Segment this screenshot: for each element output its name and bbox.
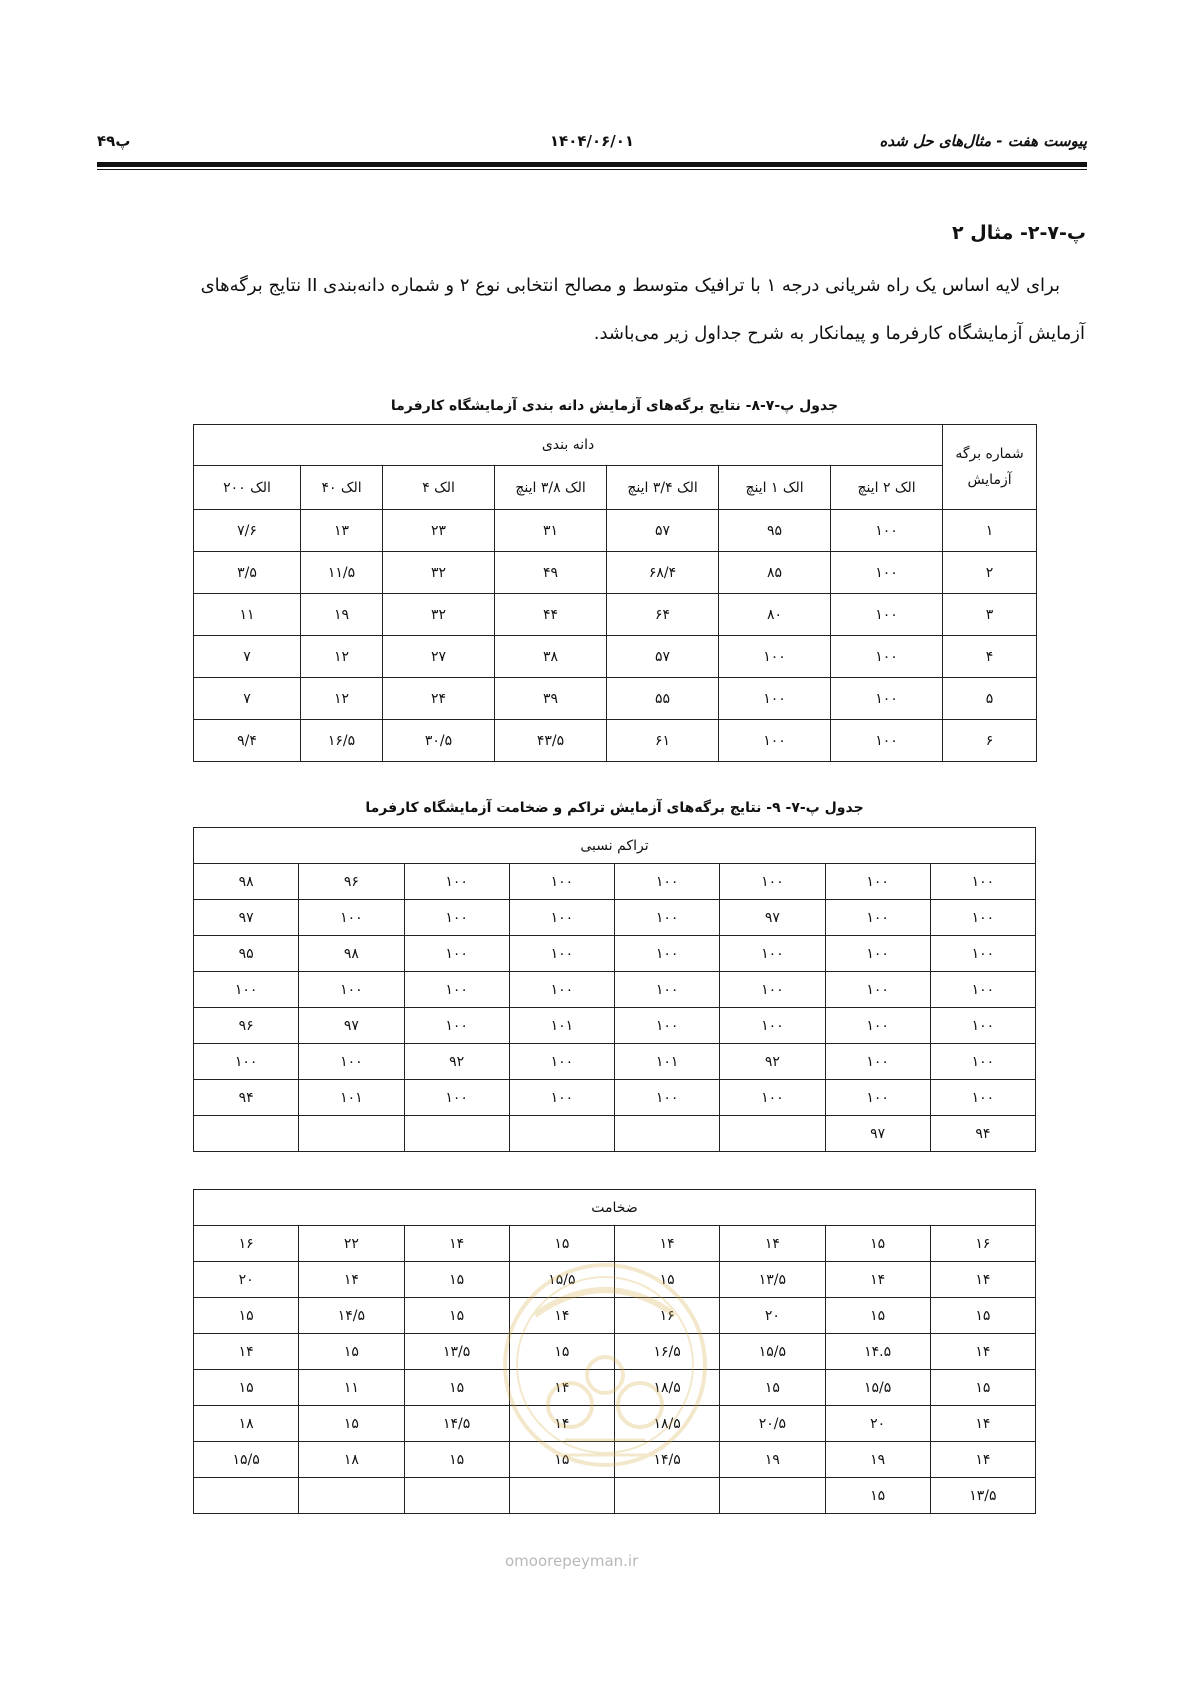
- table-row: [194, 972, 1036, 1008]
- table-cell: ۱۰۰: [720, 864, 825, 900]
- table-cell: ۱۰۰: [194, 1044, 299, 1080]
- table-row: [194, 552, 1037, 594]
- table-cell: ۱۰۰: [930, 936, 1035, 972]
- table-cell: ۱۵/۵: [720, 1334, 825, 1370]
- table-cell: ۱۵: [509, 1334, 614, 1370]
- table-cell: ۱۰۰: [930, 972, 1035, 1008]
- table-row: [194, 510, 1037, 552]
- table-cell: ۵۷: [607, 636, 719, 678]
- table-cell: ۲۰: [825, 1406, 930, 1442]
- column-header: الک ۴۰: [301, 466, 383, 510]
- table-cell: ۱۴: [930, 1442, 1035, 1478]
- table-cell: ۱۰۰: [831, 720, 943, 762]
- table-cell: ۴۹: [495, 552, 607, 594]
- watermark-site: omoorepeyman.ir: [505, 1552, 639, 1570]
- table-cell: ۱۹: [301, 594, 383, 636]
- table-cell: ۱۵/۵: [825, 1370, 930, 1406]
- table-cell: ۵۵: [607, 678, 719, 720]
- header-page-number: پ۴۹: [97, 132, 131, 150]
- table-cell: ۱۰۰: [299, 1044, 404, 1080]
- table-cell: ۱۰۰: [615, 864, 720, 900]
- table-cell: ۶: [943, 720, 1037, 762]
- table-cell: ۱۰۰: [509, 864, 614, 900]
- table-cell: ۱۰۰: [930, 1008, 1035, 1044]
- table-cell: ۴۳/۵: [495, 720, 607, 762]
- table-cell: ۹۷: [194, 900, 299, 936]
- table-cell: ۱۰۰: [299, 972, 404, 1008]
- column-header: الک ۳/۸ اینچ: [495, 466, 607, 510]
- table-cell: ۱۰۰: [194, 972, 299, 1008]
- table-cell: ۱۰۰: [404, 936, 509, 972]
- table-cell: ۱۹: [720, 1442, 825, 1478]
- table-cell: ۱۶/۵: [615, 1334, 720, 1370]
- table-cell: ۱۵: [825, 1298, 930, 1334]
- thickness-header: ضخامت: [194, 1190, 1036, 1226]
- table-cell: ۱۰۰: [719, 636, 831, 678]
- table-cell: ۱۳/۵: [404, 1334, 509, 1370]
- table-cell: ۱۴: [930, 1262, 1035, 1298]
- page-header: [97, 132, 1087, 156]
- table-cell: ۱۵/۵: [194, 1442, 299, 1478]
- table-cell: ۱۰۰: [509, 1044, 614, 1080]
- table-cell: ۲۰: [194, 1262, 299, 1298]
- table-cell: ۱۰۰: [825, 936, 930, 972]
- table-cell: ۱۰۰: [825, 1080, 930, 1116]
- table-cell: ۱۴/۵: [615, 1442, 720, 1478]
- table-cell: ۹۸: [194, 864, 299, 900]
- table-cell: ۱۲: [301, 678, 383, 720]
- table-cell: ۳۹: [495, 678, 607, 720]
- table-cell: ۲۲: [299, 1226, 404, 1262]
- table-cell: ۱۴: [509, 1406, 614, 1442]
- table-cell: ۱: [943, 510, 1037, 552]
- table-cell: ۱۰۰: [615, 1008, 720, 1044]
- table-cell: ۱۰۱: [509, 1008, 614, 1044]
- table-cell: ۱۴: [930, 1406, 1035, 1442]
- table-cell: ۹۶: [194, 1008, 299, 1044]
- table-cell: ۹۷: [720, 900, 825, 936]
- table-cell: ۱۰۰: [930, 1044, 1035, 1080]
- table-cell: ۶۸/۴: [607, 552, 719, 594]
- table-cell: ۱۵: [404, 1298, 509, 1334]
- table-cell: ۱۶: [930, 1226, 1035, 1262]
- table-cell: ۹۷: [825, 1116, 930, 1152]
- table-cell: ۱۵/۵: [509, 1262, 614, 1298]
- sheet-header-line-1: شماره برگه: [955, 446, 1024, 462]
- table-cell: ۱۸: [299, 1442, 404, 1478]
- table-cell: ۹۲: [404, 1044, 509, 1080]
- table-cell: ۹۵: [719, 510, 831, 552]
- table-cell: ۱۰۱: [615, 1044, 720, 1080]
- compaction-table: [193, 827, 1036, 1152]
- table-row: [194, 678, 1037, 720]
- table-row: [194, 936, 1036, 972]
- table-cell: ۱۰۰: [825, 1008, 930, 1044]
- table-cell: ۹۴: [930, 1116, 1035, 1152]
- table-cell: ۳۸: [495, 636, 607, 678]
- table-cell: [299, 1478, 404, 1514]
- table-cell: ۳/۵: [194, 552, 301, 594]
- table-cell: ۱۰۰: [509, 972, 614, 1008]
- table-cell: ۱۰۰: [825, 864, 930, 900]
- table-row: [194, 1116, 1036, 1152]
- table-row: [194, 1080, 1036, 1116]
- table-cell: ۱۰۰: [404, 1008, 509, 1044]
- table-cell: ۱۰۰: [404, 972, 509, 1008]
- table-cell: ۱۴: [825, 1262, 930, 1298]
- table-cell: ۱۰۰: [509, 936, 614, 972]
- table-row: [194, 900, 1036, 936]
- column-header: الک ۲۰۰: [194, 466, 301, 510]
- intro-paragraph: [140, 262, 1085, 358]
- table-row: [194, 864, 1036, 900]
- table-cell: ۹۵: [194, 936, 299, 972]
- table-row: [194, 1008, 1036, 1044]
- paragraph-line-2: آزمایش آزمایشگاه کارفرما و پیمانکار به شرح جداول زیر می‌باشد.: [593, 323, 1085, 344]
- table-cell: ۹/۴: [194, 720, 301, 762]
- table-cell: ۲: [943, 552, 1037, 594]
- table-row: [194, 1478, 1036, 1514]
- table-cell: ۱۶: [615, 1298, 720, 1334]
- table-row: [194, 1226, 1036, 1262]
- table-cell: ۱۱: [194, 594, 301, 636]
- table-cell: ۱۴/۵: [404, 1406, 509, 1442]
- table-cell: ۱۰۰: [615, 972, 720, 1008]
- table-cell: ۱۸/۵: [615, 1370, 720, 1406]
- table-cell: ۳: [943, 594, 1037, 636]
- table-cell: [404, 1116, 509, 1152]
- table-cell: ۱۵: [299, 1406, 404, 1442]
- table-cell: ۱۴: [404, 1226, 509, 1262]
- table-cell: ۱۰۰: [930, 1080, 1035, 1116]
- table-cell: ۱۰۰: [720, 1080, 825, 1116]
- column-header: الک ۴: [383, 466, 495, 510]
- table-cell: ۹۷: [299, 1008, 404, 1044]
- sheet-header-line-2: آزمایش: [967, 472, 1012, 488]
- table-cell: ۶۱: [607, 720, 719, 762]
- table-cell: ۸۵: [719, 552, 831, 594]
- table-row: [194, 1044, 1036, 1080]
- table-cell: ۱۰۰: [831, 594, 943, 636]
- table-cell: ۷/۶: [194, 510, 301, 552]
- table-cell: ۱۵: [299, 1334, 404, 1370]
- table-cell: ۱۰۰: [404, 900, 509, 936]
- table-cell: ۱۰۰: [720, 1008, 825, 1044]
- table-cell: ۱۰۰: [719, 720, 831, 762]
- table-cell: ۱۶/۵: [301, 720, 383, 762]
- table-cell: ۵۷: [607, 510, 719, 552]
- table-cell: ۱۰۰: [299, 900, 404, 936]
- table-cell: ۱۵: [509, 1226, 614, 1262]
- table-cell: ۱۵: [930, 1370, 1035, 1406]
- table-cell: ۹۴: [194, 1080, 299, 1116]
- header-date: ۱۴۰۴/۰۶/۰۱: [549, 132, 635, 150]
- table-cell: ۱۰۰: [615, 936, 720, 972]
- header-rule-thin: [97, 169, 1087, 170]
- table-cell: ۳۲: [383, 552, 495, 594]
- thickness-table: [193, 1189, 1036, 1514]
- table-cell: ۷: [194, 636, 301, 678]
- column-header: الک ۳/۴ اینچ: [607, 466, 719, 510]
- table-cell: [509, 1478, 614, 1514]
- table-cell: ۱۳/۵: [930, 1478, 1035, 1514]
- table-row: [194, 1406, 1036, 1442]
- table-cell: ۱۴: [509, 1370, 614, 1406]
- table-cell: ۱۱/۵: [301, 552, 383, 594]
- table-cell: ۱۵: [930, 1298, 1035, 1334]
- table-cell: ۱۰۰: [831, 636, 943, 678]
- table-cell: [194, 1478, 299, 1514]
- table-cell: ۸۰: [719, 594, 831, 636]
- column-header: الک ۲ اینچ: [831, 466, 943, 510]
- header-rule-thick: [97, 162, 1087, 167]
- table-cell: [509, 1116, 614, 1152]
- table-cell: ۳۱: [495, 510, 607, 552]
- table-cell: ۱۰۰: [831, 552, 943, 594]
- table-cell: ۶۴: [607, 594, 719, 636]
- table-cell: ۱۵: [194, 1298, 299, 1334]
- table-cell: ۱۵: [404, 1442, 509, 1478]
- table-cell: ۱۵: [825, 1478, 930, 1514]
- table-cell: [720, 1478, 825, 1514]
- table-cell: ۱۳/۵: [720, 1262, 825, 1298]
- table-cell: [615, 1478, 720, 1514]
- table-cell: ۴۴: [495, 594, 607, 636]
- table-cell: ۷: [194, 678, 301, 720]
- paragraph-line-1: برای لایه اساس یک راه شریانی درجه ۱ با ترافیک متوسط و مصالح انتخابی نوع ۲ و شماره دانه‌بندی II نتایج برگه‌های: [200, 275, 1060, 296]
- table-cell: ۱۰۰: [825, 900, 930, 936]
- table-cell: ۱۲: [301, 636, 383, 678]
- table-cell: ۱۰۰: [615, 900, 720, 936]
- table-cell: ۱۵: [825, 1226, 930, 1262]
- table-cell: ۱۵: [194, 1370, 299, 1406]
- table-cell: ۱۵: [509, 1442, 614, 1478]
- table-cell: [720, 1116, 825, 1152]
- table-cell: ۹۶: [299, 864, 404, 900]
- table-cell: ۳۲: [383, 594, 495, 636]
- table-cell: ۱۵: [615, 1262, 720, 1298]
- table-cell: ۱۰۰: [831, 678, 943, 720]
- table-cell: ۹۲: [720, 1044, 825, 1080]
- table-cell: ۲۳: [383, 510, 495, 552]
- table-cell: ۱۴: [930, 1334, 1035, 1370]
- table2-caption: جدول پ-۷- ۹- نتایج برگه‌های آزمایش تراکم و ضخامت آزمایشگاه کارفرما: [365, 800, 864, 816]
- column-header: الک ۱ اینچ: [719, 466, 831, 510]
- table-cell: ۱۰۰: [720, 972, 825, 1008]
- gradation-table: [193, 424, 1037, 762]
- table-cell: [299, 1116, 404, 1152]
- table-cell: ۱۰۱: [299, 1080, 404, 1116]
- table-cell: ۲۰/۵: [720, 1406, 825, 1442]
- table-cell: ۳۰/۵: [383, 720, 495, 762]
- table-cell: ۱۴: [299, 1262, 404, 1298]
- table-cell: ۲۴: [383, 678, 495, 720]
- table-cell: ۱۴: [509, 1298, 614, 1334]
- table-cell: ۱۰۰: [720, 936, 825, 972]
- table-cell: ۱۴: [615, 1226, 720, 1262]
- table-row: [194, 1298, 1036, 1334]
- table-cell: ۱۸/۵: [615, 1406, 720, 1442]
- table-cell: ۱۵: [404, 1262, 509, 1298]
- table-cell: ۱۴.۵: [825, 1334, 930, 1370]
- section-title: پ-۷-۲- مثال ۲: [952, 222, 1086, 244]
- table-cell: ۱۰۰: [404, 1080, 509, 1116]
- table-row: [194, 594, 1037, 636]
- table-cell: ۱۰۰: [825, 1044, 930, 1080]
- table-cell: ۲۷: [383, 636, 495, 678]
- table-cell: ۱۵: [404, 1370, 509, 1406]
- table-cell: ۱۰۰: [930, 900, 1035, 936]
- table-cell: [404, 1478, 509, 1514]
- table-cell: ۱۱: [299, 1370, 404, 1406]
- sheet-number-header: [943, 425, 1037, 510]
- gradation-group-header: دانه بندی: [194, 425, 943, 466]
- table-cell: ۱۳: [301, 510, 383, 552]
- table-cell: ۱۰۰: [615, 1080, 720, 1116]
- table-cell: ۱۹: [825, 1442, 930, 1478]
- table-row: [194, 1442, 1036, 1478]
- table-row: [194, 720, 1037, 762]
- header-title: پیوست هفت - مثال‌های حل شده: [879, 132, 1087, 150]
- table-cell: ۱۴: [194, 1334, 299, 1370]
- table-cell: ۱۰۰: [825, 972, 930, 1008]
- table-cell: ۱۰۰: [831, 510, 943, 552]
- table-cell: ۱۶: [194, 1226, 299, 1262]
- table-cell: ۱۰۰: [719, 678, 831, 720]
- table-cell: [615, 1116, 720, 1152]
- table-row: [194, 1370, 1036, 1406]
- table-cell: ۵: [943, 678, 1037, 720]
- table-cell: ۲۰: [720, 1298, 825, 1334]
- table-cell: ۱۵: [720, 1370, 825, 1406]
- table-row: [194, 636, 1037, 678]
- table-cell: ۴: [943, 636, 1037, 678]
- table-cell: ۱۴: [720, 1226, 825, 1262]
- table-row: [194, 1334, 1036, 1370]
- table1-caption: جدول پ-۷-۸- نتایج برگه‌های آزمایش دانه بندی آزمایشگاه کارفرما: [390, 398, 839, 414]
- table-cell: ۱۸: [194, 1406, 299, 1442]
- table-cell: [194, 1116, 299, 1152]
- table-cell: ۱۰۰: [930, 864, 1035, 900]
- table-cell: ۹۸: [299, 936, 404, 972]
- table-cell: ۱۴/۵: [299, 1298, 404, 1334]
- table-cell: ۱۰۰: [509, 1080, 614, 1116]
- compaction-header: تراکم نسبی: [194, 828, 1036, 864]
- table-row: [194, 1262, 1036, 1298]
- table-cell: ۱۰۰: [404, 864, 509, 900]
- table-cell: ۱۰۰: [509, 900, 614, 936]
